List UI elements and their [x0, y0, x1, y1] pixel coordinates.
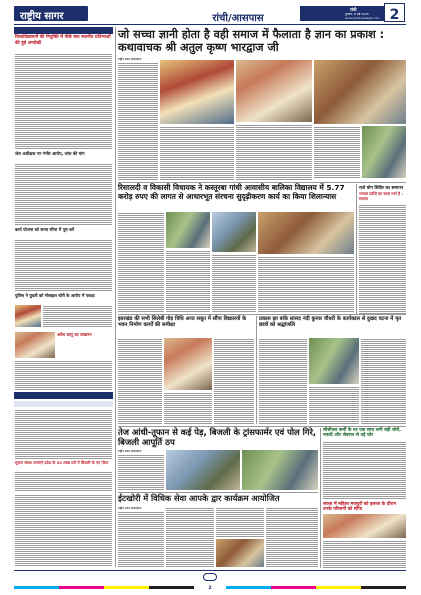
bottom-headline: ईटखोरी में विधिक सेवा आपके द्वार कार्यक्रम आयोजित: [118, 493, 280, 503]
desh-videsh-sub: [14, 401, 113, 407]
bottom-photo: [216, 539, 264, 567]
desh-videsh-header: [14, 392, 113, 399]
second-story-col3: [212, 254, 256, 312]
date-label: गुरुवार, 8 मई 2025: [345, 12, 369, 16]
color-bar-right: [226, 586, 406, 589]
left-divider: [115, 27, 116, 567]
right-bottom2-headline: सरला में महिला मजदूरों को इलाज के दौरान उनके परिजनों को सौंपा: [323, 502, 397, 513]
mid-left-col3: [214, 338, 254, 424]
mid-left-col2: [164, 392, 212, 424]
top-story-byline: राष्ट्रीय सागर संवाददाता: [118, 57, 142, 61]
desh-videsh-headline: सूचना संस्था लगाएंगे प्रदेश के 33 लाख घरों में बिजली के नए मीटर: [15, 460, 109, 465]
mid-left-col1: [118, 338, 162, 424]
storm-divider: [320, 428, 321, 568]
right-bottom2-body: [323, 540, 406, 568]
left-story4-headline: पुलिस ने युवती को मोबाइल चोरी के आरोप में पकड़ा: [15, 293, 95, 298]
mid-right-headline: प्रकाश झा बांके सांसद नंदी कुमार चौधरी के कार्यकाल से दुखद घटना में मृत छात्रों को श्रद्धांजलि: [259, 316, 402, 329]
right-story-body: [359, 204, 406, 314]
desh-videsh-body2: [15, 471, 112, 492]
mid-divider: [256, 316, 257, 424]
top-story-col4: [314, 126, 360, 178]
bottom-byline: राष्ट्रीय सागर संवाददाता: [118, 506, 142, 510]
page-number-box: [384, 3, 405, 22]
bottom-col4: [266, 507, 318, 567]
top-story-headline: जो सच्चा ज्ञानी होता है वही समाज में फैलाता है ज्ञान का प्रकाश : कथावाचक श्री अतुल कृष्ण भारद्वाज जी: [118, 28, 385, 54]
website-label: www.rashtriyasagar.com: [345, 16, 380, 20]
masthead-rule: [14, 24, 406, 25]
second-photo1: [166, 212, 210, 248]
top-story-col2: [160, 126, 234, 180]
right-story-headline: राजे योग शिविर का समापन: [359, 186, 404, 191]
second-photo2: [212, 212, 256, 252]
left-story3-body: [15, 239, 112, 291]
right-bottom1-body: [323, 441, 406, 499]
storm-col1: [118, 454, 164, 490]
mid-left-headline: झारखंड की सभी सिलेबी गोड़ विधि आज सबूत में सौंपा विद्यालयों के भवन निर्माण कार्यों की समीक्षा: [118, 316, 247, 329]
right-divider: [356, 184, 357, 314]
bottom-col3: [216, 507, 264, 537]
storm-photo1: [166, 450, 240, 490]
masthead: [0, 0, 421, 26]
mid-right-col3: [361, 338, 406, 424]
mid-right-col1: [259, 338, 307, 424]
right-bottom2-photo: [323, 514, 406, 538]
top-story-col3: [236, 124, 312, 180]
top-photo-right: [236, 60, 312, 122]
city-label: रांची: [350, 7, 357, 12]
desh-videsh-body1: [15, 409, 112, 459]
storm-byline: राष्ट्रीय सागर संवाददाता: [118, 449, 142, 453]
second-story-col2: [166, 250, 210, 312]
bottom-col1: [118, 511, 164, 567]
mid-right-photo: [309, 338, 359, 384]
masthead-name-box: [14, 6, 88, 21]
mid-left-photo: [164, 338, 212, 390]
left-story4-body: [43, 305, 112, 327]
left-story2-body: [15, 163, 112, 225]
left-photo1: [15, 305, 41, 327]
left-photo2: [15, 332, 55, 358]
left-story1-body: [15, 53, 112, 149]
page-number: 2: [389, 7, 400, 23]
left-column-header: डबल कॉलम न्यूज: [14, 27, 113, 34]
left-story5-headline: अवैध बालू का उत्खनन: [57, 332, 92, 337]
second-story-col1: [118, 212, 164, 312]
left-story1-headline: विश्वविद्यालयों की नियुक्ति में पीछे बात स्थानीय प्रतिभाओं की हुई अनदेखी: [15, 35, 111, 46]
top-photo-small: [362, 126, 406, 178]
mid-right-col2: [309, 386, 359, 424]
second-story-rule: [118, 314, 406, 315]
color-bar-left: [14, 586, 194, 589]
storm-photo2: [242, 450, 318, 490]
left-story2-headline: जेल अधीक्षक पर गंभीर आरोप, जांच की मांग: [15, 151, 85, 156]
top-story-col1: [118, 62, 158, 180]
paper-name: राष्ट्रीय सागर: [20, 10, 64, 22]
top-photo-main: [160, 60, 234, 124]
second-story-col4: [258, 256, 354, 312]
second-photo3: [258, 212, 354, 254]
left-story3-headline: कार्य योजना को समय सीमा में पूरा करें: [15, 227, 75, 232]
bottom-col2: [166, 507, 214, 567]
right-bottom1-headline: सीसीएल कर्मी के घर एक साथ लगी बड़ी चोरी, नकदी और जेवरात ले उड़े चोर: [323, 428, 402, 439]
footer-marker: 2: [203, 573, 217, 581]
section-title: रांची/आसपास: [212, 13, 264, 24]
storm-headline: तेज आंधी-तूफान से कई पेड़, बिजली के ट्रांसफार्मर एवं पोल गिरे, बिजली आपूर्ति ठप: [118, 427, 317, 447]
left-story5-body: [15, 360, 112, 390]
right-story-sub: भगवत प्राप्ति का सरल मार्ग है : साधना: [359, 191, 403, 201]
left-bottom-body: [15, 494, 112, 567]
footer-rule: [14, 570, 406, 571]
second-story-headline: रिसालदी व विकासी विधायक ने कस्तूरबा गांधी आवासीय बालिका विद्यालय में 5.77 करोड़ रुपए की लागत से आधारभूत संरचना सुदृढ़ीकरण कार्य का किया शिलान्यास: [118, 183, 345, 201]
top-photo-far: [314, 60, 406, 124]
left-column: [14, 27, 113, 492]
